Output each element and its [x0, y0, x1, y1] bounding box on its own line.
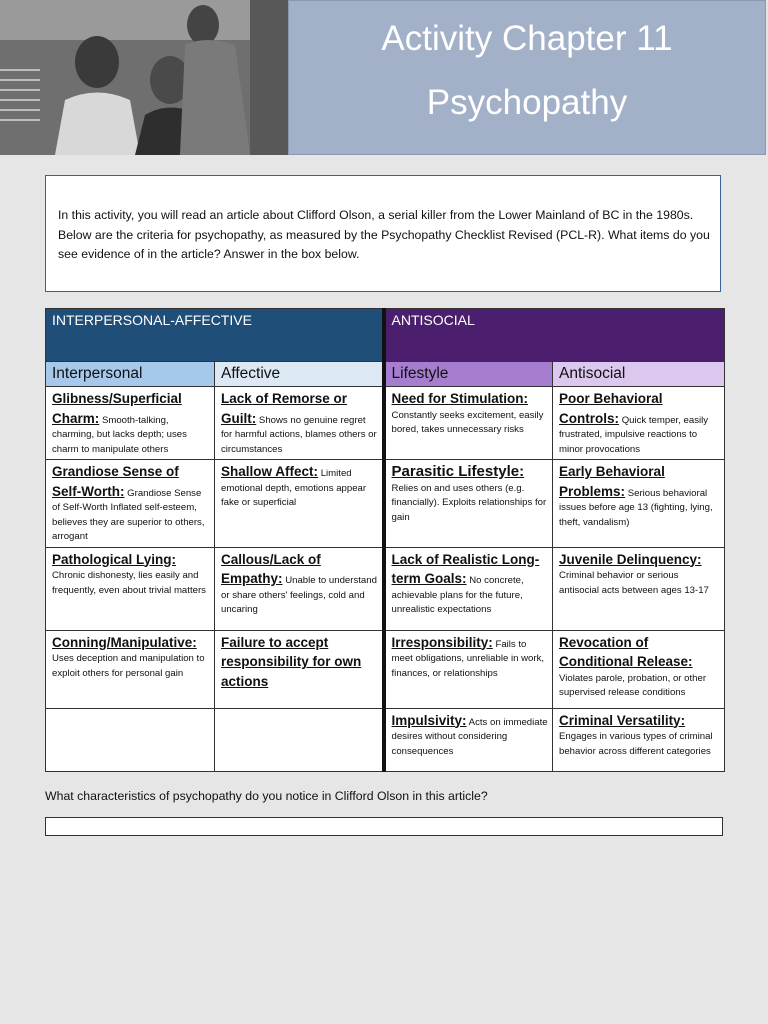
criterion-cell: [384, 630, 553, 708]
answer-box[interactable]: [45, 817, 723, 836]
criterion-cell: [215, 630, 384, 708]
criterion-desc: Uses deception and manipulation to exploit others for personal gain: [52, 653, 205, 679]
intro-text: In this activity, you will read an article about Clifford Olson, a serial killer from the Lower Mainland of BC in the 1980s. Below are the criteria for psychopathy, as measured by the Psychopathy Checklist Revised (PCL-R). What items do you see evidence of in the article? Answer in the box below.: [58, 208, 710, 261]
criterion-term: Parasitic Lifestyle:: [391, 463, 525, 480]
criterion-cell: [46, 460, 215, 548]
category-header-row: [46, 309, 725, 362]
column-interpersonal: Interpersonal: [46, 362, 215, 387]
page-title: Activity Chapter 11: [381, 19, 673, 58]
question-prompt: What characteristics of psychopathy do you notice in Clifford Olson in this article?: [45, 789, 488, 803]
psychopathy-criteria-table: [45, 308, 725, 772]
criterion-cell: [553, 630, 725, 708]
criterion-term: Shallow Affect:: [221, 464, 319, 479]
page-subtitle: Psychopathy: [426, 83, 628, 122]
category-antisocial: ANTISOCIAL: [384, 309, 725, 362]
criterion-desc: Fails to meet obligations, unreliable in work, finances, or relationships: [391, 638, 545, 679]
criterion-desc: Grandiose Sense of Self-Worth Inflated self-esteem, believes they are superior to others, arrogant: [52, 487, 205, 542]
criterion-cell: [384, 708, 553, 771]
criterion-term: Early Behavioral Problems:: [559, 464, 665, 499]
criterion-desc: Chronic dishonesty, lies easily and frequently, even about trivial matters: [52, 570, 206, 596]
criterion-term: Glibness/Superficial Charm:: [52, 391, 182, 426]
criterion-cell: [384, 387, 553, 460]
criterion-cell: [215, 460, 384, 548]
table-row: [46, 460, 725, 548]
criterion-desc: Serious behavioral issues before age 13 (fighting, lying, theft, vandalism): [559, 487, 713, 528]
criterion-cell: [46, 547, 215, 630]
criterion-term: Callous/Lack of Empathy:: [221, 551, 321, 586]
criterion-term: Pathological Lying:: [52, 551, 177, 567]
criterion-term: Criminal Versatility:: [559, 712, 686, 728]
criterion-desc: Shows no genuine regret for harmful actions, blames others or circumstances: [221, 414, 377, 455]
intro-box: [45, 175, 721, 292]
criterion-cell: [553, 387, 725, 460]
criterion-term: Revocation of Conditional Release:: [559, 634, 693, 669]
criterion-term: Poor Behavioral Controls:: [559, 391, 663, 426]
criterion-term: Grandiose Sense of Self-Worth:: [52, 464, 179, 499]
criterion-desc: Criminal behavior or serious antisocial acts between ages 13-17: [559, 570, 709, 596]
criterion-desc: Quick temper, easily frustrated, impulsive reactions to minor provocations: [559, 414, 709, 455]
criterion-term: Failure to accept responsibility for own actions: [221, 634, 362, 689]
criterion-term: Irresponsibility:: [391, 634, 493, 650]
table-row: [46, 708, 725, 771]
table-row: [46, 387, 725, 460]
criterion-desc: Engages in various types of criminal behavior across different categories: [559, 731, 713, 757]
criterion-cell: [553, 708, 725, 771]
table-row: [46, 630, 725, 708]
criterion-cell: [553, 547, 725, 630]
table-row: [46, 547, 725, 630]
column-header-row: [46, 362, 725, 387]
criterion-term: Need for Stimulation:: [391, 391, 529, 406]
empty-cell: [46, 708, 215, 771]
criterion-cell: [215, 387, 384, 460]
criterion-cell: [46, 387, 215, 460]
criterion-cell: [553, 460, 725, 548]
criterion-desc: Violates parole, probation, or other supervised release conditions: [559, 672, 707, 698]
criterion-term: Conning/Manipulative:: [52, 634, 197, 650]
criterion-desc: Unable to understand or share others' feelings, cold and uncaring: [221, 575, 377, 615]
criterion-term: Lack of Remorse or Guilt:: [221, 391, 348, 426]
title-box: [288, 0, 766, 155]
category-interpersonal-affective: INTERPERSONAL-AFFECTIVE: [46, 309, 384, 362]
criterion-desc: Relies on and uses others (e.g. financially). Exploits relationships for gain: [391, 482, 547, 523]
criterion-cell: [215, 547, 384, 630]
criterion-desc: Limited emotional depth, emotions appear fake or superficial: [221, 468, 367, 508]
criterion-term: Impulsivity:: [391, 712, 467, 728]
column-lifestyle: Lifestyle: [384, 362, 553, 387]
criterion-desc: Acts on immediate desires without considering consequences: [391, 716, 548, 757]
criterion-desc: Constantly seeks excitement, easily bored, takes unnecessary risks: [391, 409, 544, 435]
criterion-term: Juvenile Delinquency:: [559, 551, 702, 567]
criterion-cell: [384, 547, 553, 630]
criterion-cell: [384, 460, 553, 548]
criterion-term: Lack of Realistic Long-term Goals:: [391, 551, 540, 586]
empty-cell: [215, 708, 384, 771]
header-photo: [0, 0, 288, 155]
criterion-desc: Smooth-talking, charming, but lacks depth; uses charm to manipulate others: [52, 414, 187, 455]
column-affective: Affective: [215, 362, 384, 387]
criterion-desc: No concrete, achievable plans for the future, unrealistic expectations: [391, 575, 524, 615]
criterion-cell: [46, 630, 215, 708]
column-antisocial: Antisocial: [553, 362, 725, 387]
